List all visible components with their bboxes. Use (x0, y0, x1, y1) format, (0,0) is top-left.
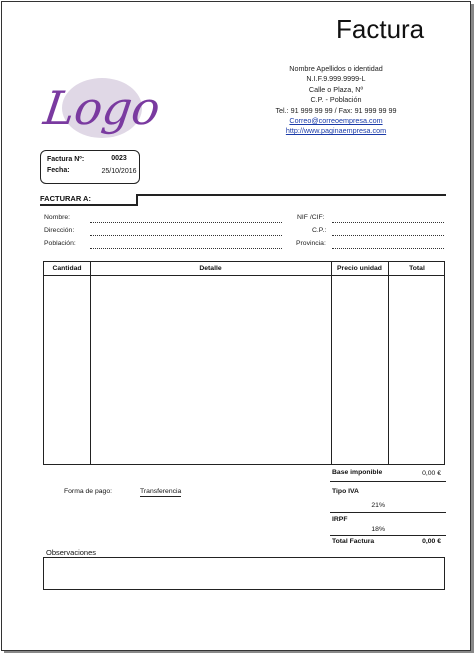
column-header-detail: Detalle (199, 265, 222, 272)
invoice-items-table (43, 261, 445, 465)
bill-to-nif-label: NIF /CIF: (297, 214, 325, 221)
company-phone: Tel.: 91 999 99 99 / Fax: 91 999 99 99 (275, 105, 397, 115)
bill-to-cp-label: C.P.: (312, 227, 327, 234)
summary-divider (330, 512, 446, 513)
column-divider (90, 262, 91, 464)
summary-divider (330, 481, 446, 482)
company-logo (40, 68, 164, 140)
bill-to-city-field[interactable] (90, 248, 282, 249)
column-header-total: Total (409, 265, 425, 272)
bill-to-frame (136, 194, 446, 205)
total-invoice-label: Total Factura (332, 538, 375, 545)
iva-value: 21% (371, 502, 385, 509)
column-divider (331, 262, 332, 464)
observations-label: Observaciones (46, 548, 97, 557)
bill-to-address-field[interactable] (90, 235, 282, 236)
bill-to-nif-field[interactable] (332, 222, 444, 223)
company-website-link[interactable]: http://www.paginaempresa.com (285, 126, 387, 136)
logo-text: Logo (40, 81, 164, 135)
bill-to-underline (40, 204, 138, 206)
observations-field[interactable] (43, 557, 445, 590)
column-divider (388, 262, 389, 464)
base-imponible-value: 0,00 € (422, 470, 441, 477)
document-title: Factura (336, 14, 425, 44)
bill-to-city-label: Población: (44, 240, 76, 247)
summary-divider (330, 535, 446, 536)
column-header-unit-price: Precio unidad (337, 265, 382, 272)
company-city: C.P. - Población (310, 95, 362, 105)
company-info (258, 64, 414, 137)
invoice-number-label: Factura Nº: (47, 156, 85, 163)
total-invoice-value: 0,00 € (422, 538, 441, 545)
invoice-number-box (40, 150, 140, 184)
irpf-label: IRPF (332, 516, 348, 523)
invoice-date-value: 25/10/2016 (101, 168, 137, 175)
bill-to-name-label: Nombre: (44, 214, 71, 221)
column-header-quantity: Cantidad (52, 265, 82, 272)
invoice-date-label: Fecha: (47, 167, 70, 174)
payment-method-value[interactable]: Transferencia (140, 488, 182, 495)
bill-to-province-label: Provincia: (296, 240, 326, 247)
bill-to-address-label: Dirección: (44, 227, 75, 234)
iva-label: Tipo IVA (332, 488, 359, 495)
irpf-value: 18% (371, 526, 385, 533)
bill-to-heading: FACTURAR A: (40, 194, 91, 203)
payment-method-label: Forma de pago: (64, 488, 112, 495)
base-imponible-label: Base imponible (332, 469, 383, 476)
company-name: Nombre Apellidos o identidad (289, 64, 383, 73)
bill-to-name-field[interactable] (90, 222, 282, 223)
company-nif: N.I.F.9.999.9999-L (306, 74, 366, 84)
invoice-number-value: 0023 (111, 155, 127, 162)
company-email-link[interactable]: Correo@correoempresa.com (289, 116, 383, 126)
bill-to-cp-field[interactable] (332, 235, 444, 236)
bill-to-province-field[interactable] (332, 248, 444, 249)
company-address: Calle o Plaza, Nº (308, 84, 364, 94)
